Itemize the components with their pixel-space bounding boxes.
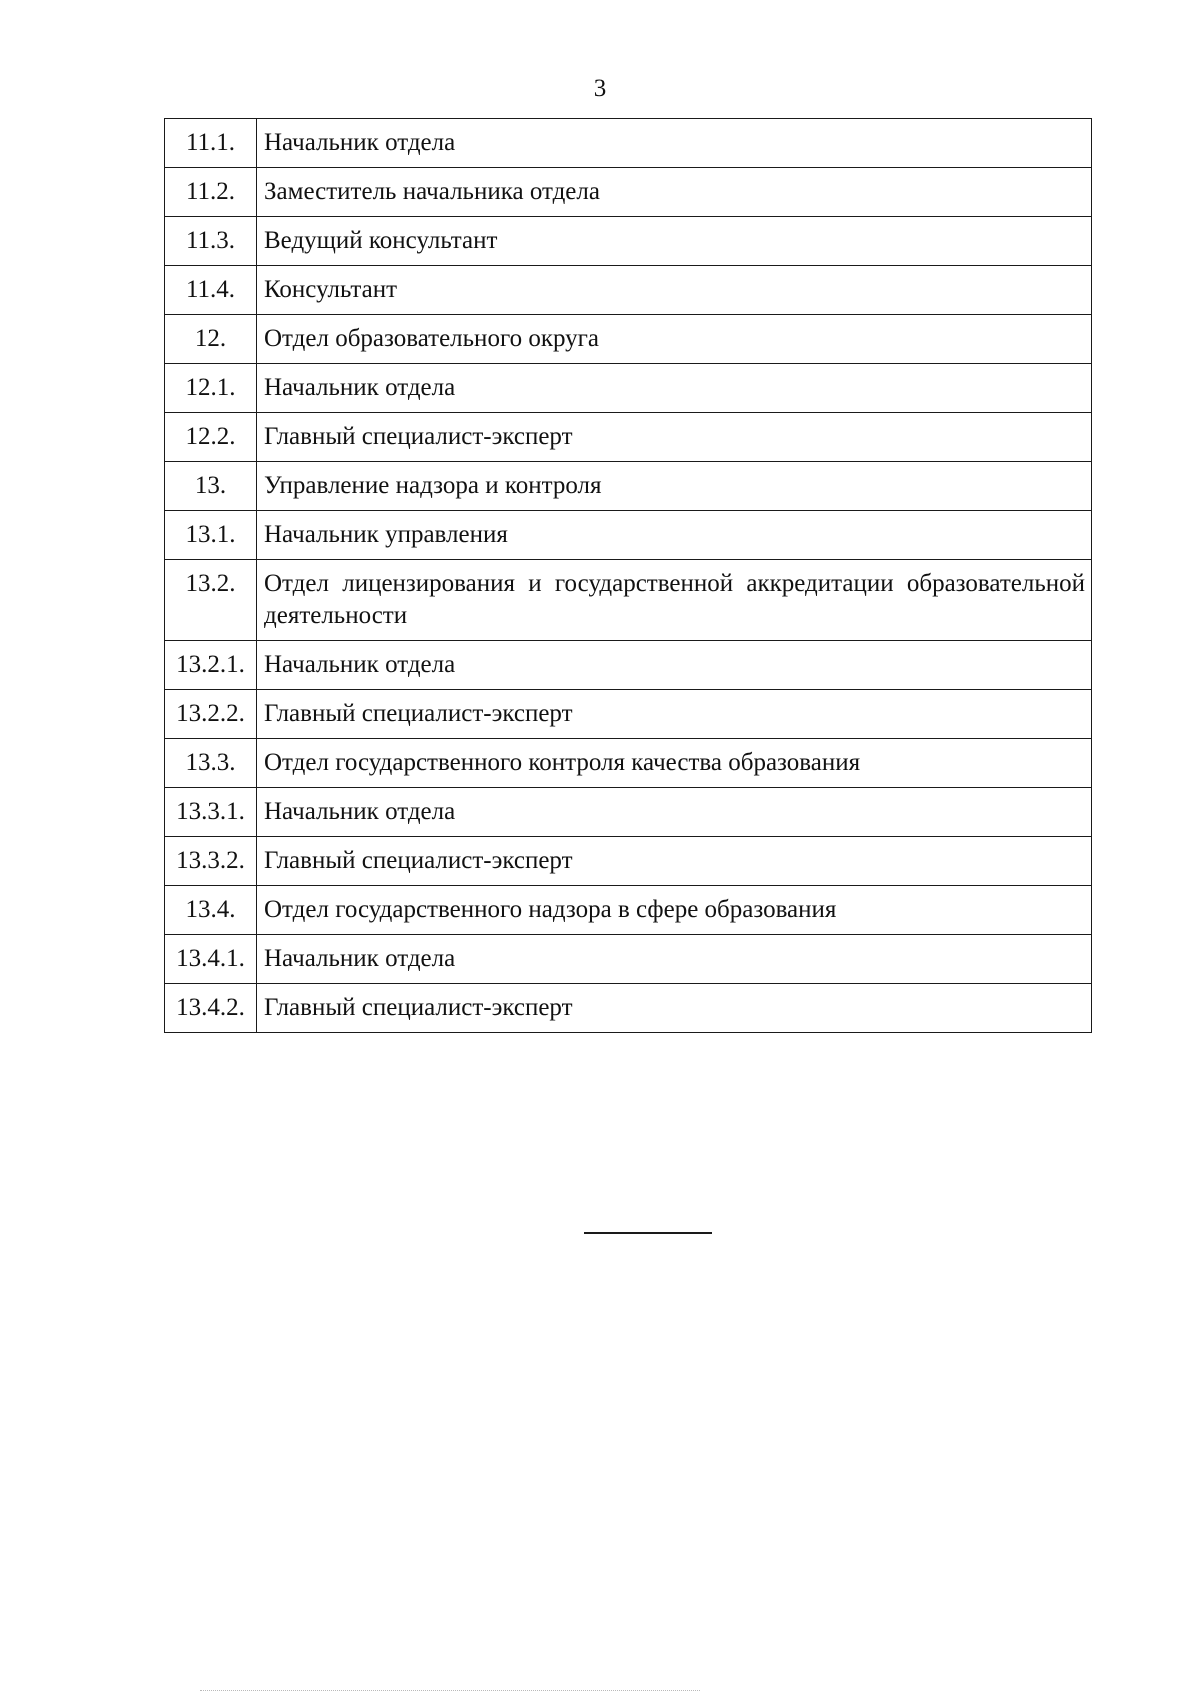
row-number: 13.3.1. bbox=[165, 788, 257, 837]
row-number: 13. bbox=[165, 462, 257, 511]
row-title: Заместитель начальника отдела bbox=[257, 168, 1092, 217]
row-title: Отдел образовательного округа bbox=[257, 315, 1092, 364]
table-row bbox=[165, 511, 1092, 560]
table-row bbox=[165, 641, 1092, 690]
table-row bbox=[165, 984, 1092, 1033]
scan-artifact bbox=[200, 1690, 700, 1693]
row-title: Начальник отдела bbox=[257, 641, 1092, 690]
row-number: 12. bbox=[165, 315, 257, 364]
row-title: Начальник отдела bbox=[257, 935, 1092, 984]
row-number: 13.2. bbox=[165, 560, 257, 641]
row-number: 12.1. bbox=[165, 364, 257, 413]
row-title: Отдел государственного контроля качества образования bbox=[257, 739, 1092, 788]
row-number: 13.3.2. bbox=[165, 837, 257, 886]
row-title: Отдел лицензирования и государственной аккредитации образовательной деятельности bbox=[257, 560, 1092, 641]
table-row bbox=[165, 266, 1092, 315]
row-title: Главный специалист-эксперт bbox=[257, 413, 1092, 462]
row-number: 13.1. bbox=[165, 511, 257, 560]
table-row bbox=[165, 690, 1092, 739]
row-title: Главный специалист-эксперт bbox=[257, 690, 1092, 739]
table-row bbox=[165, 935, 1092, 984]
row-title: Главный специалист-эксперт bbox=[257, 984, 1092, 1033]
row-number: 13.4. bbox=[165, 886, 257, 935]
table-row bbox=[165, 886, 1092, 935]
row-title: Начальник отдела bbox=[257, 788, 1092, 837]
row-title: Ведущий консультант bbox=[257, 217, 1092, 266]
row-title: Начальник управления bbox=[257, 511, 1092, 560]
table-row bbox=[165, 168, 1092, 217]
row-number: 11.3. bbox=[165, 217, 257, 266]
table-row bbox=[165, 788, 1092, 837]
row-title: Главный специалист-эксперт bbox=[257, 837, 1092, 886]
table-row bbox=[165, 560, 1092, 641]
row-number: 13.4.2. bbox=[165, 984, 257, 1033]
positions-table bbox=[164, 118, 1092, 1033]
row-number: 13.2.2. bbox=[165, 690, 257, 739]
row-number: 12.2. bbox=[165, 413, 257, 462]
row-title: Отдел государственного надзора в сфере образования bbox=[257, 886, 1092, 935]
row-title: Управление надзора и контроля bbox=[257, 462, 1092, 511]
row-number: 13.2.1. bbox=[165, 641, 257, 690]
table-row bbox=[165, 364, 1092, 413]
table-row bbox=[165, 413, 1092, 462]
row-title: Начальник отдела bbox=[257, 119, 1092, 168]
table-row bbox=[165, 739, 1092, 788]
table-row bbox=[165, 119, 1092, 168]
page-number: 3 bbox=[593, 75, 607, 102]
row-number: 13.4.1. bbox=[165, 935, 257, 984]
table-row bbox=[165, 315, 1092, 364]
table-row bbox=[165, 462, 1092, 511]
row-number: 11.4. bbox=[165, 266, 257, 315]
row-number: 13.3. bbox=[165, 739, 257, 788]
table-row bbox=[165, 837, 1092, 886]
row-number: 11.1. bbox=[165, 119, 257, 168]
row-title: Консультант bbox=[257, 266, 1092, 315]
table-row bbox=[165, 217, 1092, 266]
end-of-document-line bbox=[584, 1232, 712, 1234]
row-title: Начальник отдела bbox=[257, 364, 1092, 413]
row-number: 11.2. bbox=[165, 168, 257, 217]
